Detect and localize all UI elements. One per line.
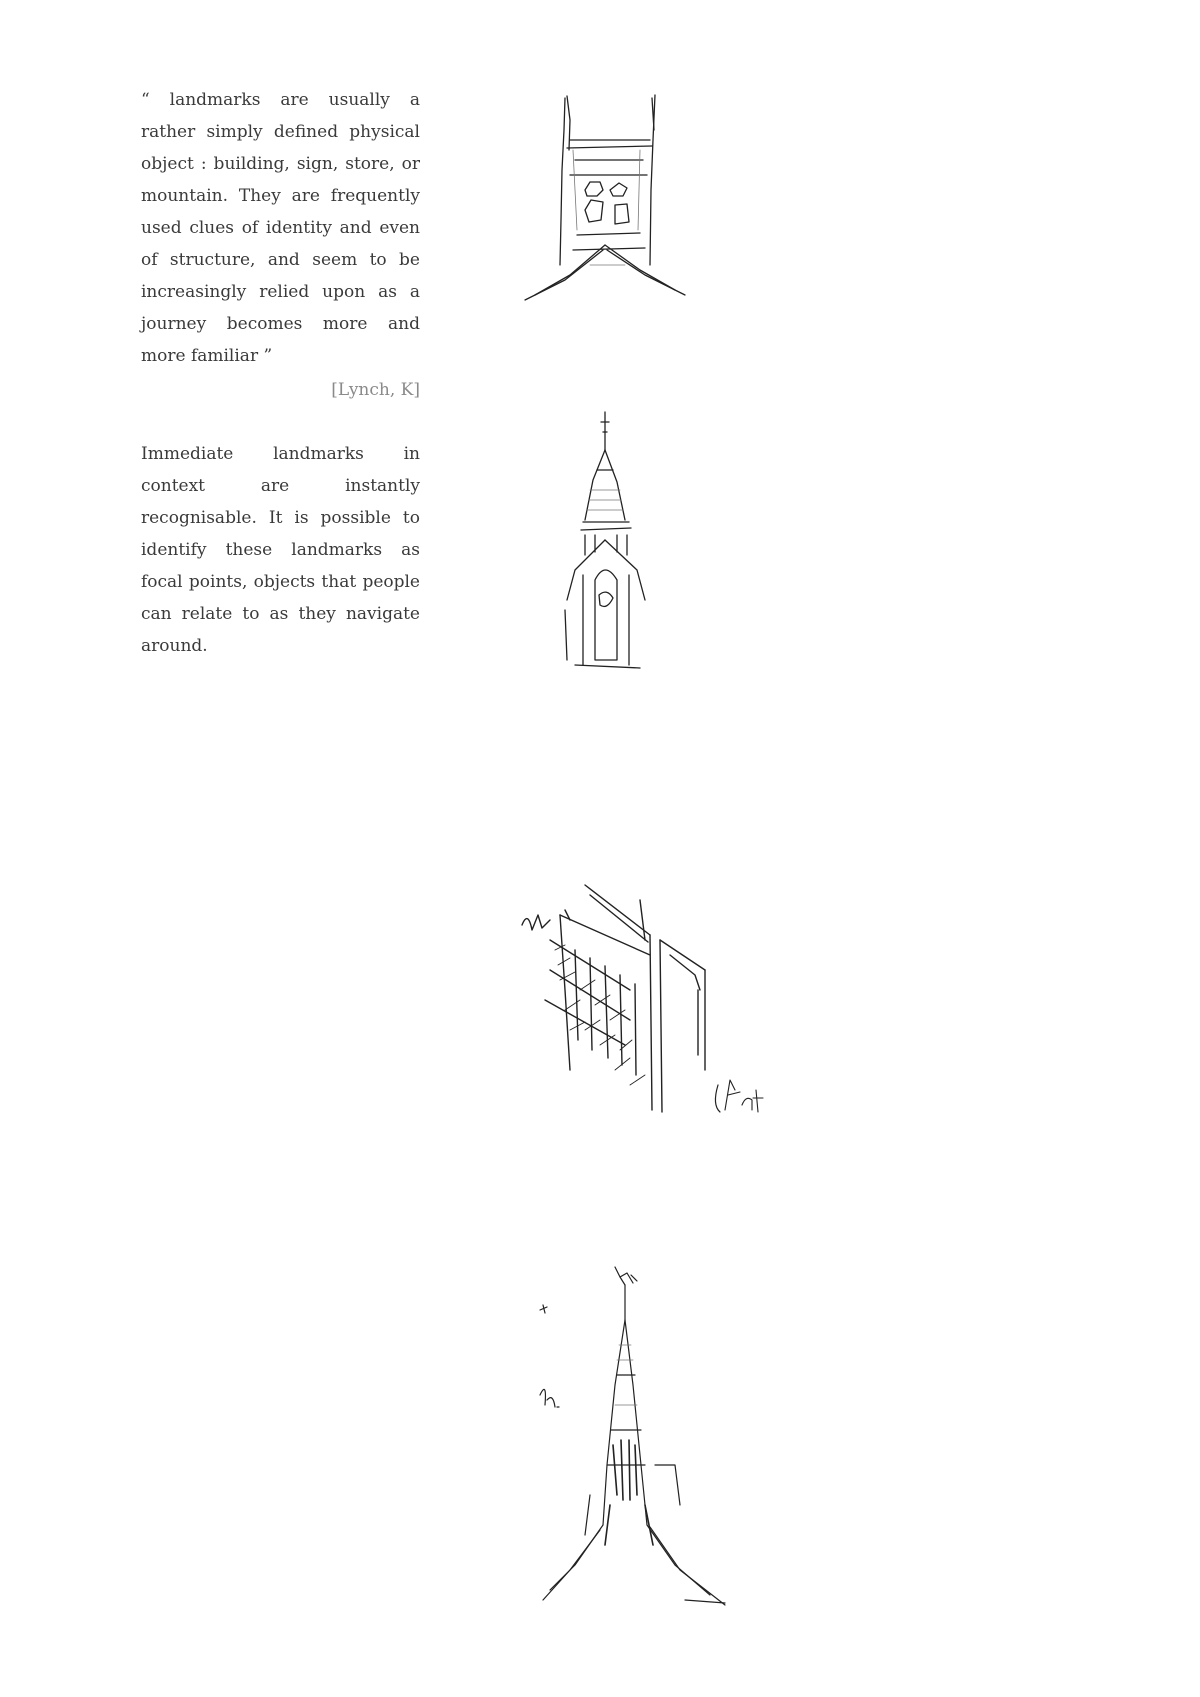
spire-tower-sketch [545, 410, 675, 675]
text-column [141, 84, 420, 662]
landmarks-paragraph: Immediate landmarks in context are instantly recognisable. It is possible to identify these landmarks as focal points, objects that people can relate to as they navigate around. [141, 444, 420, 656]
building-corner-sketch [520, 880, 780, 1120]
clock-tower-sketch [515, 90, 735, 305]
quote-citation: [Lynch, K] [331, 380, 420, 400]
church-spire-sketch [535, 1265, 750, 1620]
lynch-quote: “ landmarks are usually a rather simply defined physical object : building, sign, store, or mountain. They are frequently used clues of identity and even of structure, and seem to be increasingly relied upon as a journey becomes more and more familiar ” [141, 90, 420, 366]
